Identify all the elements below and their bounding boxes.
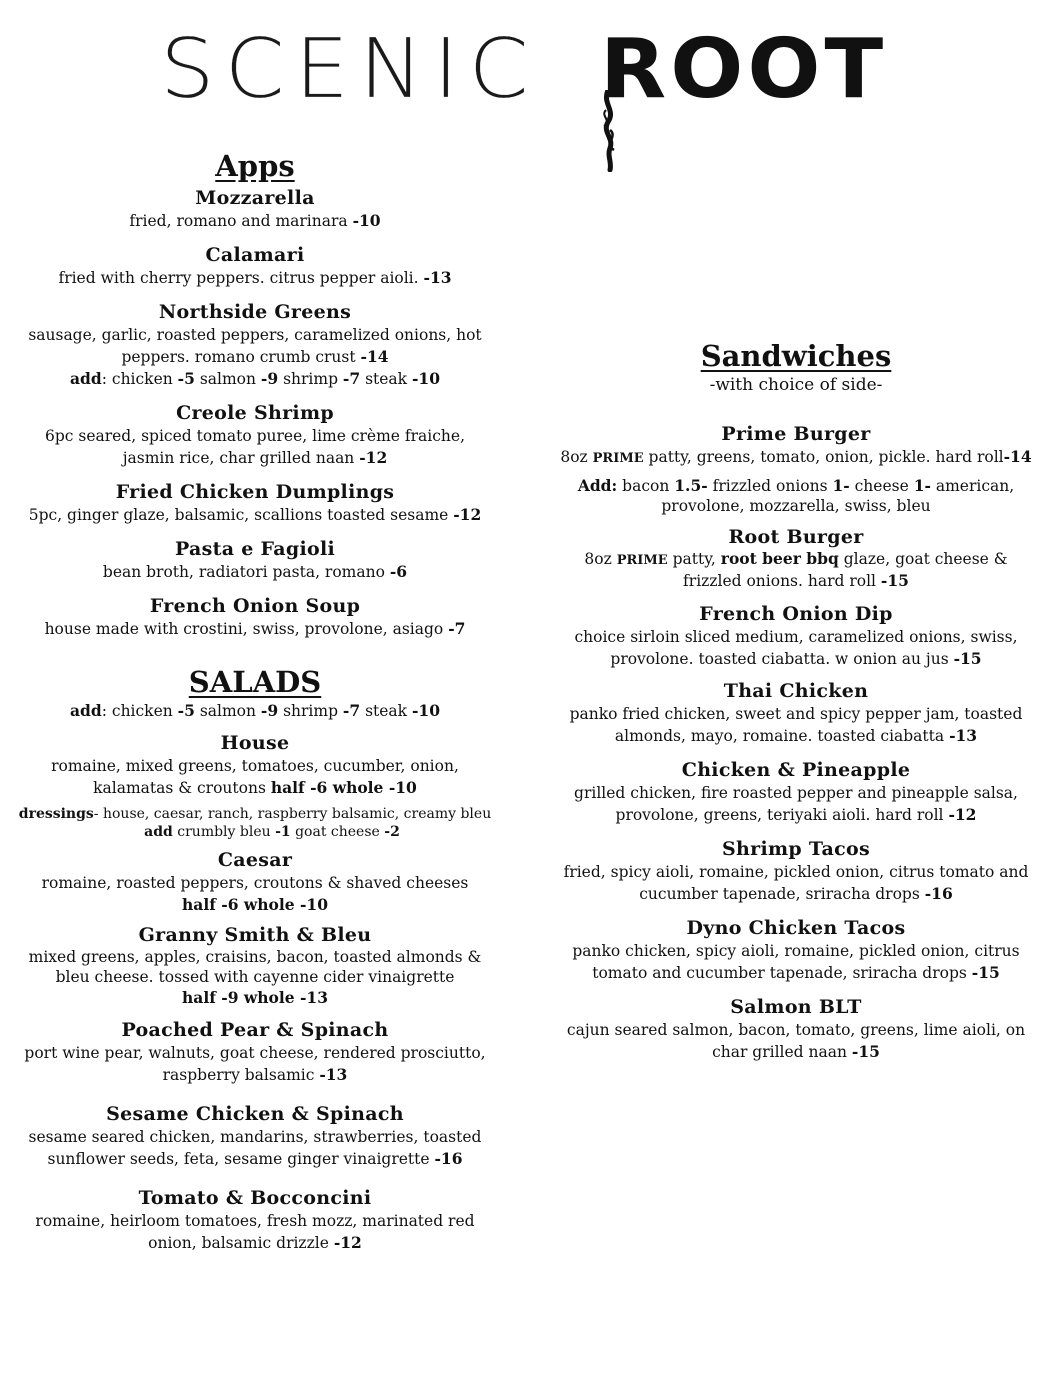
menu-item-prime-burger — [552, 422, 1040, 516]
add-ons: add: chicken -5 salmon -9 shrimp -7 steak -10 — [70, 369, 440, 388]
item-name: Prime Burger — [721, 423, 871, 445]
item-name: French Onion Dip — [699, 603, 893, 625]
right-column — [552, 338, 1040, 1063]
menu-item-french-onion-dip — [552, 602, 1040, 670]
item-name: Tomato & Bocconcini — [138, 1187, 372, 1209]
menu-item-fried-chicken-dumplings — [10, 480, 500, 526]
item-name: Calamari — [205, 244, 305, 266]
item-desc: 8oz PRIME patty, root beer bbq glaze, goat cheese & frizzled onions. hard roll -15 — [584, 549, 1008, 590]
logo-root: ROOT — [600, 22, 888, 117]
item-desc: romaine, heirloom tomatoes, fresh mozz, marinated red onion, balsamic drizzle -12 — [35, 1212, 475, 1252]
burger-add-ons: Add: bacon 1.5- frizzled onions 1- cheese 1- american, provolone, mozzarella, swiss, bleu — [577, 476, 1015, 515]
menu-item-tomato-bocconcini — [10, 1186, 500, 1254]
item-desc: sausage, garlic, roasted peppers, caramelized onions, hot peppers. romano crumb crust -14 — [28, 326, 482, 366]
item-desc: panko fried chicken, sweet and spicy pepper jam, toasted almonds, mayo, romaine. toasted ciabatta -13 — [569, 705, 1023, 745]
item-name: House — [220, 732, 290, 754]
left-column — [10, 148, 500, 1254]
sandwiches-subtitle: -with choice of side- — [709, 375, 883, 395]
menu-item-dyno-chicken-tacos — [552, 916, 1040, 984]
sandwiches-title: Sandwiches — [700, 339, 892, 373]
item-desc: mixed greens, apples, craisins, bacon, toasted almonds & bleu cheese. tossed with cayenne cider vinaigrette — [28, 948, 482, 986]
item-price: half -9 whole -13 — [182, 988, 328, 1007]
root-tendril-icon — [598, 90, 628, 172]
item-name: French Onion Soup — [149, 595, 361, 617]
item-desc: cajun seared salmon, bacon, tomato, greens, lime aioli, on char grilled naan -15 — [566, 1021, 1026, 1061]
salad-add-ons: add: chicken -5 salmon -9 shrimp -7 steak -10 — [70, 701, 440, 720]
item-desc: fried with cherry peppers. citrus pepper aioli. -13 — [58, 268, 452, 287]
item-desc: fried, spicy aioli, romaine, pickled onion, citrus tomato and cucumber tapenade, sriracha drops -16 — [563, 863, 1029, 903]
item-name: Dyno Chicken Tacos — [686, 917, 906, 939]
item-name: Pasta e Fagioli — [174, 538, 336, 560]
menu-item-calamari — [10, 243, 500, 289]
item-name: Root Burger — [728, 526, 864, 548]
item-desc: 6pc seared, spiced tomato puree, lime crème fraiche, jasmin rice, char grilled naan -12 — [44, 427, 466, 467]
menu-item-poached-pear — [10, 1018, 500, 1086]
item-desc: panko chicken, spicy aioli, romaine, pickled onion, citrus tomato and cucumber tapenade, sriracha drops -15 — [572, 942, 1020, 982]
item-desc: romaine, roasted peppers, croutons & shaved cheeses — [41, 874, 469, 892]
menu-item-northside-greens — [10, 300, 500, 390]
item-name: Salmon BLT — [730, 996, 862, 1018]
item-name: Mozzarella — [195, 187, 315, 209]
item-desc: romaine, mixed greens, tomatoes, cucumber, onion, kalamatas & croutons half -6 whole -10 — [51, 757, 459, 797]
logo-scenic: SCENIC — [160, 22, 539, 117]
item-name: Northside Greens — [158, 301, 352, 323]
menu-item-granny-smith — [10, 923, 500, 1009]
item-desc: house made with crostini, swiss, provolone, asiago -7 — [44, 619, 466, 638]
menu-item-thai-chicken — [552, 679, 1040, 747]
item-desc: choice sirloin sliced medium, caramelized onions, swiss, provolone. toasted ciabatta. w onion au jus -15 — [574, 628, 1018, 668]
item-name: Granny Smith & Bleu — [138, 924, 372, 946]
menu-item-chicken-pineapple — [552, 758, 1040, 826]
item-name: Chicken & Pineapple — [681, 759, 911, 781]
menu-item-shrimp-tacos — [552, 837, 1040, 905]
menu-item-root-burger — [552, 525, 1040, 591]
item-name: Poached Pear & Spinach — [121, 1019, 389, 1041]
menu-item-house-salad — [10, 731, 500, 841]
item-name: Fried Chicken Dumplings — [115, 481, 395, 503]
item-name: Caesar — [217, 849, 293, 871]
item-desc: port wine pear, walnuts, goat cheese, rendered prosciutto, raspberry balsamic -13 — [24, 1044, 486, 1084]
item-name: Shrimp Tacos — [722, 838, 870, 860]
item-price: half -6 whole -10 — [182, 895, 328, 914]
logo — [0, 18, 1040, 158]
menu-item-sesame-chicken — [10, 1102, 500, 1170]
menu-item-french-onion-soup — [10, 594, 500, 640]
salads-title: SALADS — [188, 665, 322, 699]
menu-item-salmon-blt — [552, 995, 1040, 1063]
menu-item-caesar — [10, 848, 500, 916]
menu-item-creole-shrimp — [10, 401, 500, 469]
item-desc: fried, romano and marinara -10 — [129, 211, 381, 230]
item-desc: 5pc, ginger glaze, balsamic, scallions toasted sesame -12 — [28, 505, 482, 524]
apps-title: Apps — [215, 149, 295, 183]
item-desc: 8oz PRIME patty, greens, tomato, onion, pickle. hard roll-14 — [560, 447, 1032, 466]
item-desc: grilled chicken, fire roasted pepper and pineapple salsa, provolone, greens, teriyaki aioli. hard roll -12 — [574, 784, 1018, 824]
item-name: Sesame Chicken & Spinach — [106, 1103, 404, 1125]
dressings-note: dressings- house, caesar, ranch, raspberry balsamic, creamy bleuadd crumbly bleu -1 goat cheese -2 — [18, 806, 492, 840]
item-desc: bean broth, radiatori pasta, romano -6 — [102, 562, 408, 581]
item-desc: sesame seared chicken, mandarins, strawberries, toasted sunflower seeds, feta, sesame ginger vinaigrette -16 — [28, 1128, 482, 1168]
item-name: Thai Chicken — [723, 680, 869, 702]
menu-item-pasta-e-fagioli — [10, 537, 500, 583]
item-name: Creole Shrimp — [176, 402, 334, 424]
menu-item-mozzarella — [10, 186, 500, 232]
